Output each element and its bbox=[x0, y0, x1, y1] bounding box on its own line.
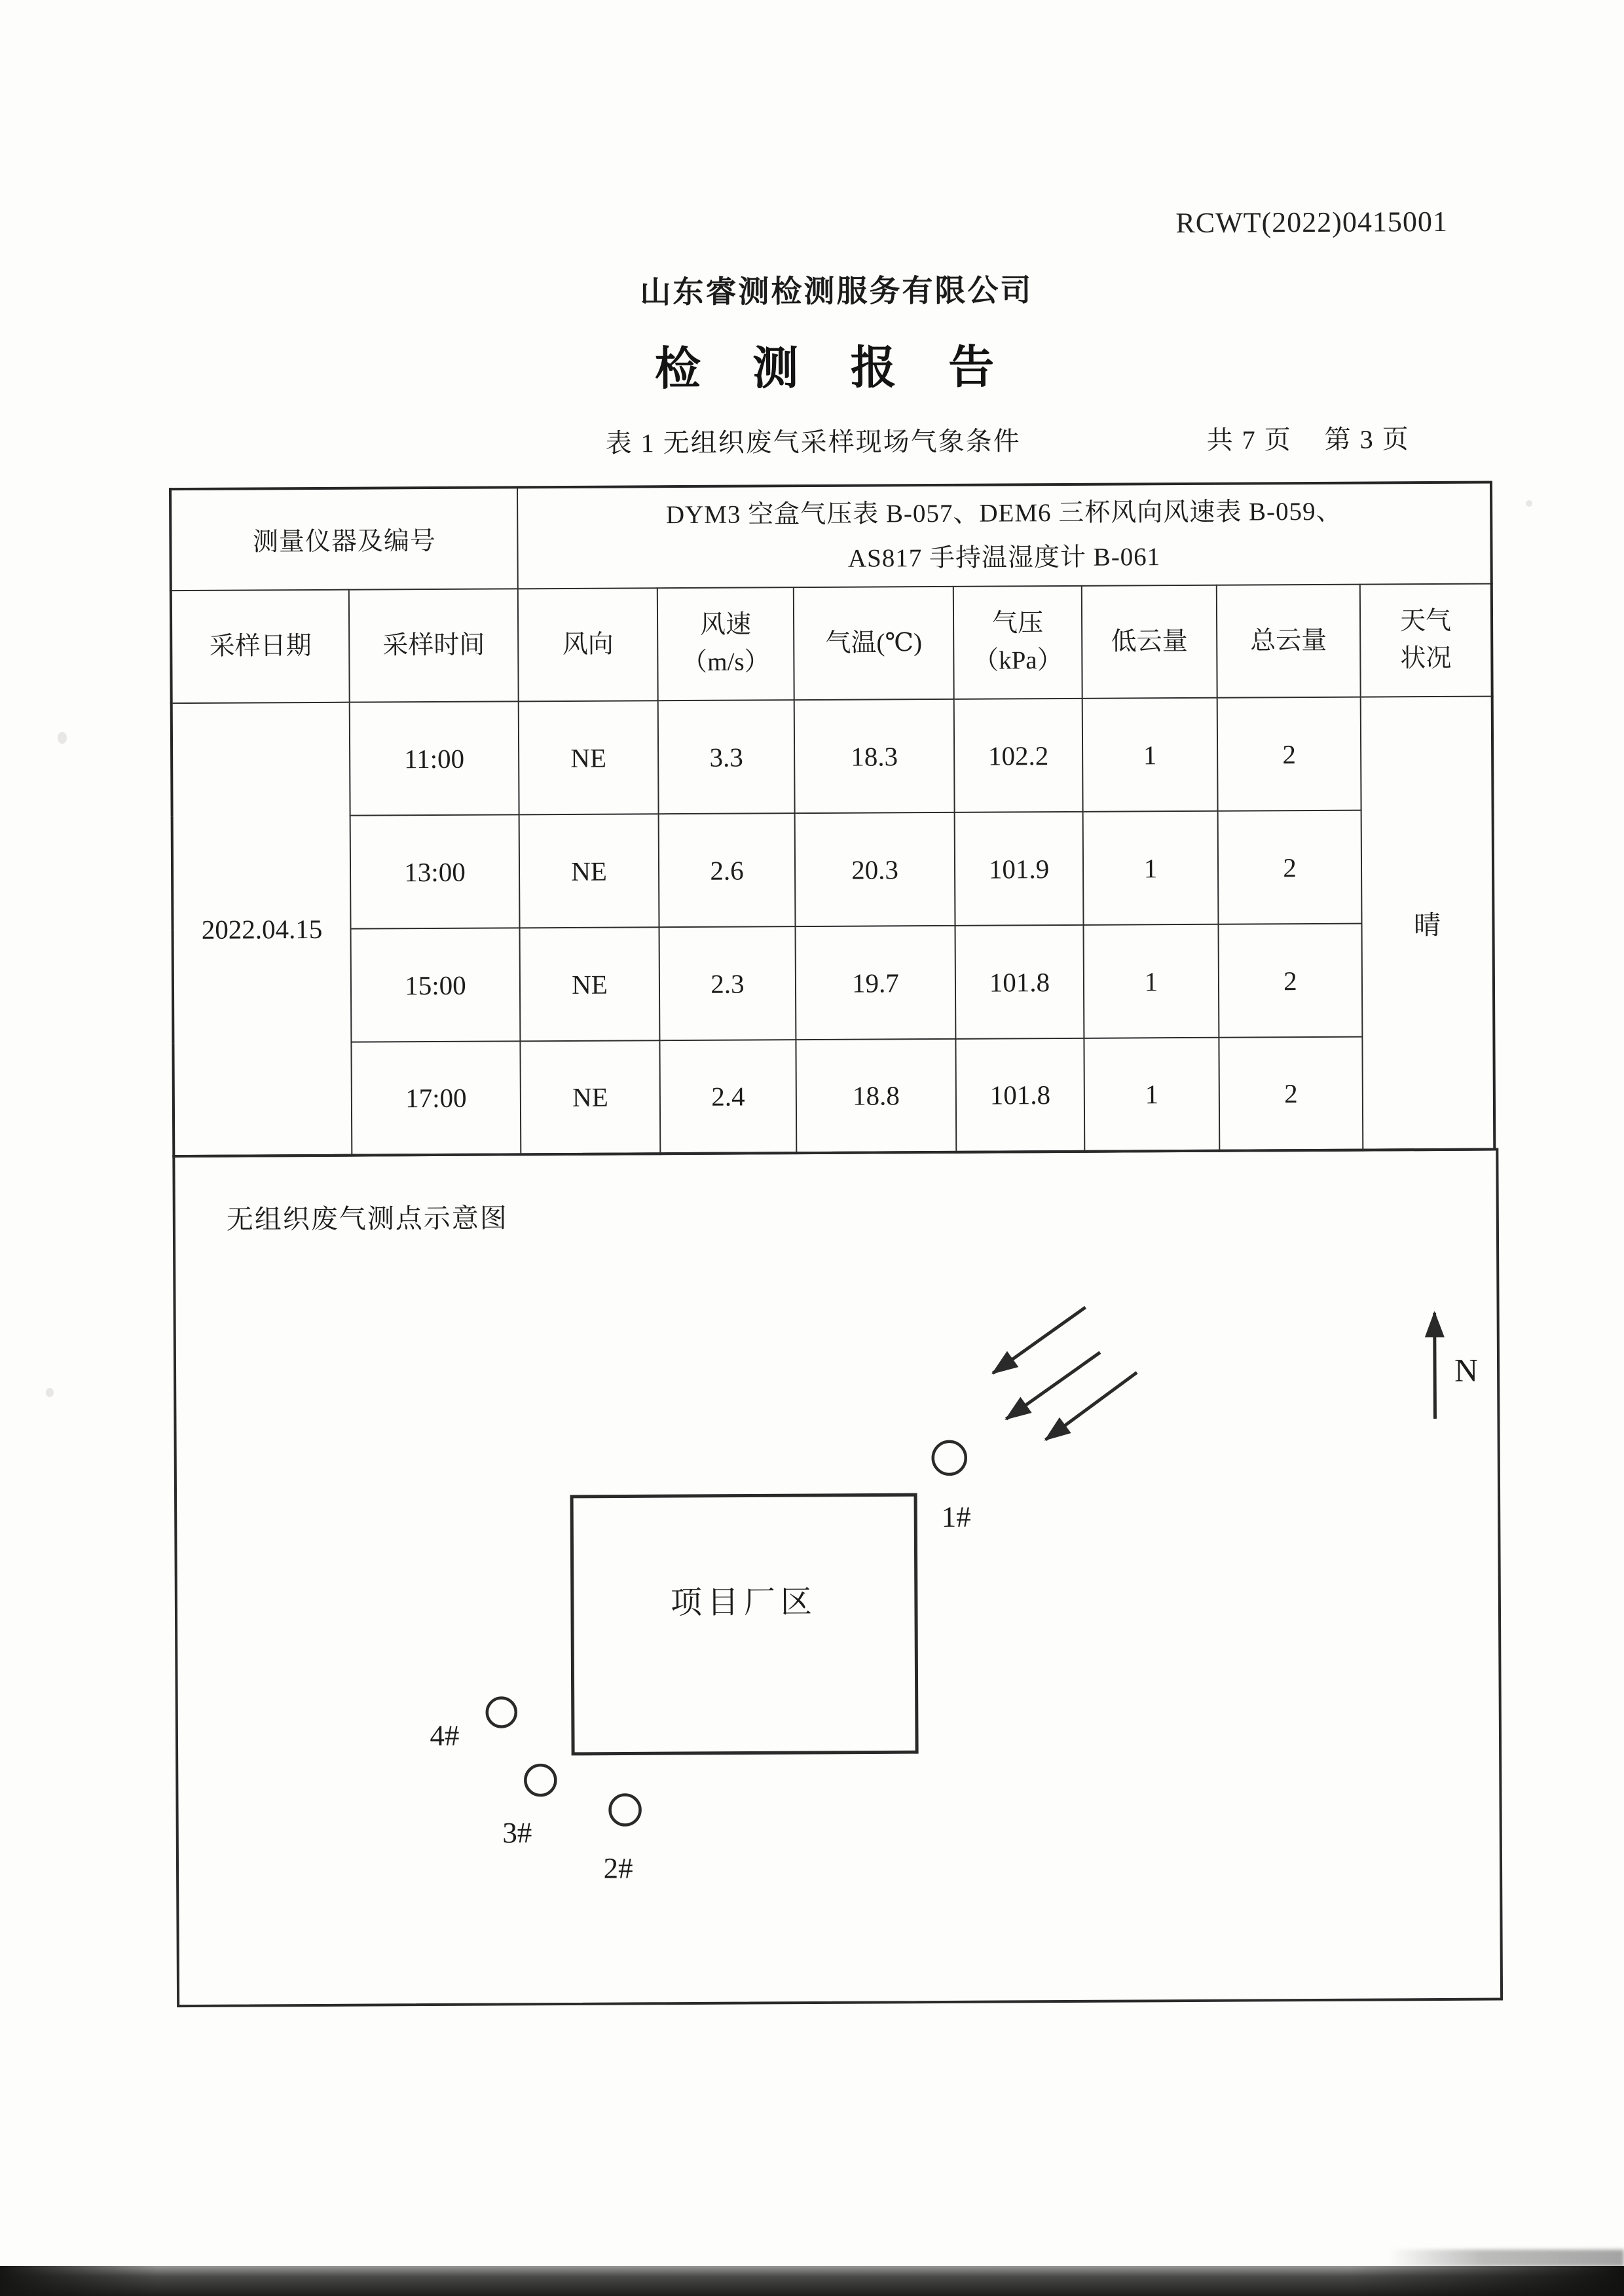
pressure-cell: 101.9 bbox=[955, 812, 1084, 926]
sampling-point-2-icon bbox=[610, 1795, 640, 1825]
factory-area-box bbox=[572, 1495, 917, 1754]
scan-artifact-dark-corner-left bbox=[0, 2266, 157, 2296]
document-title: 检 测 报 告 bbox=[654, 341, 1014, 395]
weather-conditions-table bbox=[169, 481, 1496, 1158]
sampling-point-1-label: 1# bbox=[941, 1500, 971, 1533]
col-header-temperature: 气温(℃) bbox=[794, 587, 954, 700]
scan-artifact-dark-corner-right bbox=[1349, 2266, 1624, 2296]
table-caption: 表 1 无组织废气采样现场气象条件 bbox=[605, 426, 1021, 458]
north-label: N bbox=[1454, 1351, 1479, 1389]
time-cell: 15:00 bbox=[351, 928, 521, 1042]
scan-smudge bbox=[1388, 2250, 1624, 2267]
sampling-point-4-label: 4# bbox=[430, 1719, 460, 1753]
low-cloud-cell: 1 bbox=[1084, 1038, 1219, 1152]
total-cloud-cell: 2 bbox=[1217, 697, 1361, 811]
sampling-point-3-label: 3# bbox=[502, 1816, 532, 1850]
instrument-line-1: DYM3 空盒气压表 B-057、DEM6 三杯风向风速表 B-059、 bbox=[665, 497, 1342, 529]
instrument-row bbox=[170, 483, 1492, 591]
wind-arrow-icon bbox=[993, 1307, 1086, 1374]
col-header-wind-direction: 风向 bbox=[518, 588, 658, 701]
header-row bbox=[171, 584, 1492, 704]
low-cloud-cell: 1 bbox=[1082, 698, 1218, 812]
temperature-cell: 18.3 bbox=[794, 699, 955, 813]
wind-speed-cell: 3.3 bbox=[658, 700, 795, 814]
scan-speck bbox=[58, 732, 67, 744]
col-header-date: 采样日期 bbox=[171, 590, 350, 703]
sampling-date-cell: 2022.04.15 bbox=[172, 702, 352, 1156]
table-caption-row bbox=[0, 418, 1621, 465]
col-header-total-cloud: 总云量 bbox=[1217, 585, 1361, 698]
col-header-wind-speed: 风速 （m/s） bbox=[657, 587, 794, 701]
total-cloud-cell: 2 bbox=[1218, 811, 1362, 924]
table-row bbox=[172, 697, 1493, 817]
col-header-weather: 天气 状况 bbox=[1360, 584, 1492, 697]
pages-total: 共 7 页 bbox=[1206, 425, 1292, 455]
wind-speed-cell: 2.3 bbox=[659, 926, 796, 1040]
temperature-cell: 20.3 bbox=[795, 812, 955, 926]
company-name: 山东睿测检测服务有限公司 bbox=[640, 274, 1033, 310]
col-header-time: 采样时间 bbox=[349, 589, 519, 702]
total-cloud-cell: 2 bbox=[1219, 1037, 1363, 1151]
sampling-point-1-icon bbox=[933, 1442, 966, 1474]
low-cloud-cell: 1 bbox=[1083, 811, 1219, 925]
temperature-cell: 18.8 bbox=[796, 1039, 956, 1153]
low-cloud-cell: 1 bbox=[1084, 924, 1219, 1038]
scan-artifact-bottom-band bbox=[0, 2266, 1624, 2296]
sampling-point-4-icon bbox=[487, 1698, 516, 1726]
pressure-cell: 102.2 bbox=[954, 699, 1083, 812]
page-number: 第 3 页 bbox=[1324, 424, 1410, 454]
instrument-label-cell: 测量仪器及编号 bbox=[170, 487, 518, 591]
instrument-line-2: AS817 手持温湿度计 B-061 bbox=[847, 543, 1161, 573]
scan-speck bbox=[1526, 500, 1532, 507]
diagram-canvas bbox=[175, 1151, 1500, 2005]
wind-speed-cell: 2.6 bbox=[659, 813, 796, 927]
col-header-low-cloud: 低云量 bbox=[1082, 585, 1217, 699]
weather-cell: 晴 bbox=[1361, 697, 1495, 1150]
table-row bbox=[172, 810, 1494, 930]
time-cell: 11:00 bbox=[350, 701, 519, 815]
time-cell: 17:00 bbox=[351, 1041, 521, 1155]
table-row bbox=[173, 1036, 1494, 1157]
col-header-pressure: 气压 （kPa） bbox=[953, 586, 1082, 699]
instrument-value-cell bbox=[517, 483, 1492, 589]
pressure-cell: 101.8 bbox=[955, 1038, 1084, 1152]
temperature-cell: 19.7 bbox=[796, 926, 956, 1040]
factory-area-label: 项目厂区 bbox=[670, 1584, 818, 1621]
diagram-title: 无组织废气测点示意图 bbox=[226, 1203, 508, 1235]
wind-direction-cell: NE bbox=[519, 814, 659, 928]
total-cloud-cell: 2 bbox=[1219, 924, 1363, 1038]
sampling-points-diagram bbox=[172, 1148, 1503, 2008]
table-row bbox=[173, 923, 1494, 1044]
wind-speed-cell: 2.4 bbox=[659, 1040, 796, 1154]
scan-speck bbox=[46, 1388, 54, 1397]
pressure-cell: 101.8 bbox=[955, 925, 1084, 1039]
time-cell: 13:00 bbox=[350, 814, 520, 928]
sampling-point-2-label: 2# bbox=[603, 1851, 633, 1885]
report-number: RCWT(2022)0415001 bbox=[1175, 205, 1449, 240]
sampling-point-3-icon bbox=[525, 1765, 555, 1795]
wind-arrows bbox=[993, 1307, 1137, 1440]
wind-direction-cell: NE bbox=[519, 701, 659, 814]
wind-direction-cell: NE bbox=[520, 1040, 660, 1154]
wind-direction-cell: NE bbox=[520, 927, 660, 1041]
